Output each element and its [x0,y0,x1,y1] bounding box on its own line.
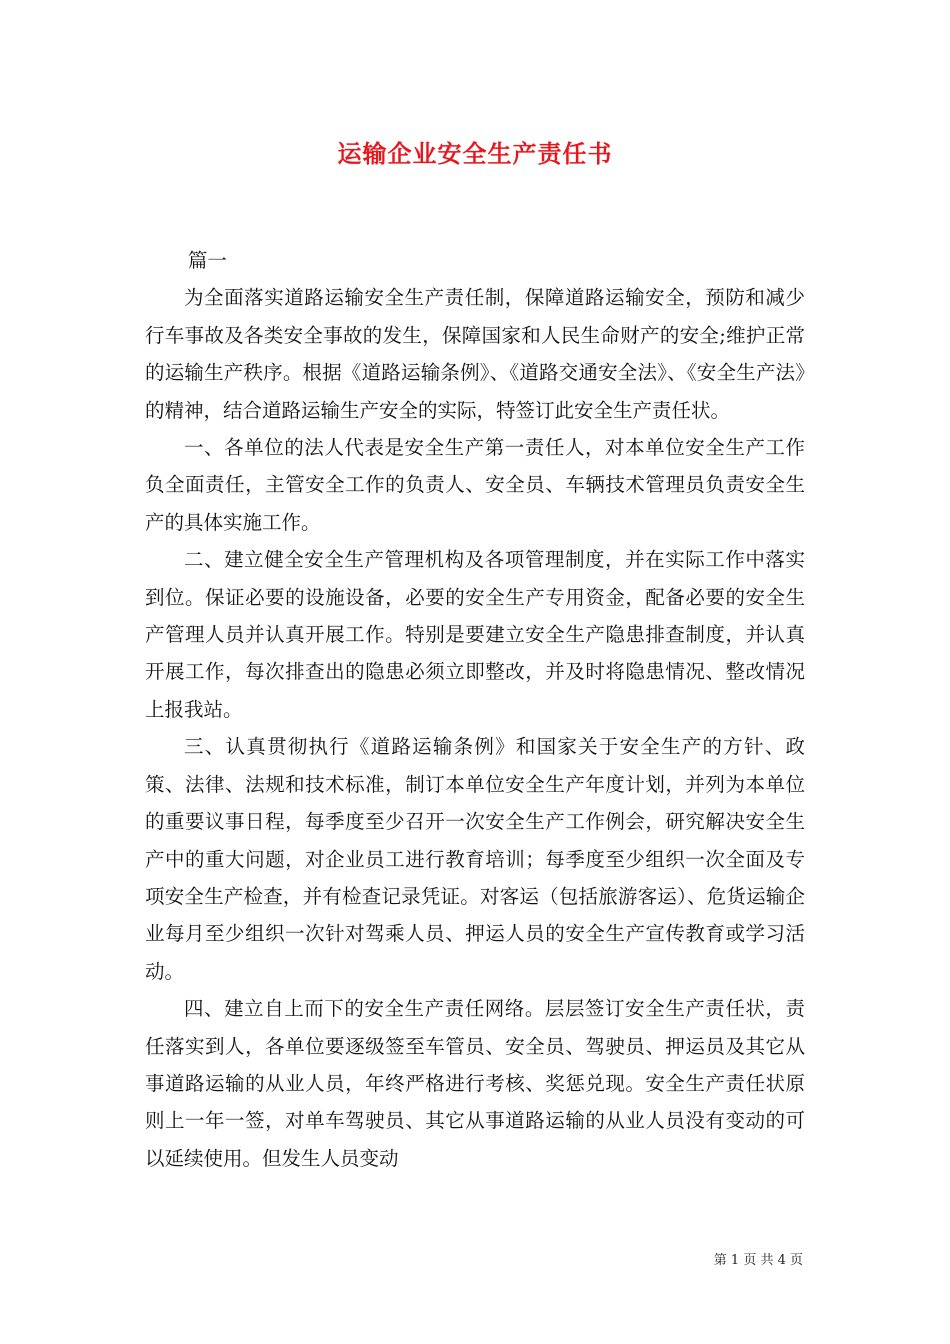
paragraph-clause-3: 三、认真贯彻执行《道路运输条例》和国家关于安全生产的方针、政策、法律、法规和技术标准，制订本单位安全生产年度计划，并列为本单位的重要议事日程，每季度至少召开一次安全生产工作例会，研究解决安全生产中的重大问题，对企业员工进行教育培训；每季度至少组织一次全面及专项安全生产检查，并有检查记录凭证。对客运（包括旅游客运）、危货运输企业每月至少组织一次针对驾乘人员、押运人员的安全生产宣传教育或学习活动。 [145,735,805,983]
paragraph-intro: 为全面落实道路运输安全生产责任制，保障道路运输安全，预防和减少行车事故及各类安全事故的发生，保障国家和人民生命财产的安全;维护正常的运输生产秩序。根据《道路运输条例》、《道路交通安全法》、《安全生产法》的精神，结合道路运输生产安全的实际，特签订此安全生产责任状。 [145,286,805,422]
paragraph-clause-4: 四、建立自上而下的安全生产责任网络。层层签订安全生产责任状，责任落实到人，各单位要逐级签至车管员、安全员、驾驶员、押运员及其它从事道路运输的从业人员，年终严格进行考核、奖惩兑现。安全生产责任状原则上一年一签，对单车驾驶员、其它从事道路运输的从业人员没有变动的可以延续使用。但发生人员变动 [145,997,805,1170]
document-title: 运输企业安全生产责任书 [337,139,613,168]
paragraph-clause-1: 一、各单位的法人代表是安全生产第一责任人，对本单位安全生产工作负全面责任，主管安全工作的负责人、安全员、车辆技术管理员负责安全生产的具体实施工作。 [145,436,805,534]
page-indicator: 第 1 页 共 4 页 [713,1253,803,1268]
paragraph-clause-2: 二、建立健全安全生产管理机构及各项管理制度，并在实际工作中落实到位。保证必要的设施设备，必要的安全生产专用资金，配备必要的安全生产管理人员并认真开展工作。特别是要建立安全生产隐患排查制度，并认真开展工作，每次排查出的隐患必须立即整改，并及时将隐患情况、整改情况上报我站。 [145,548,805,721]
section-label: 篇一 [187,249,227,272]
document-body [145,242,805,1177]
